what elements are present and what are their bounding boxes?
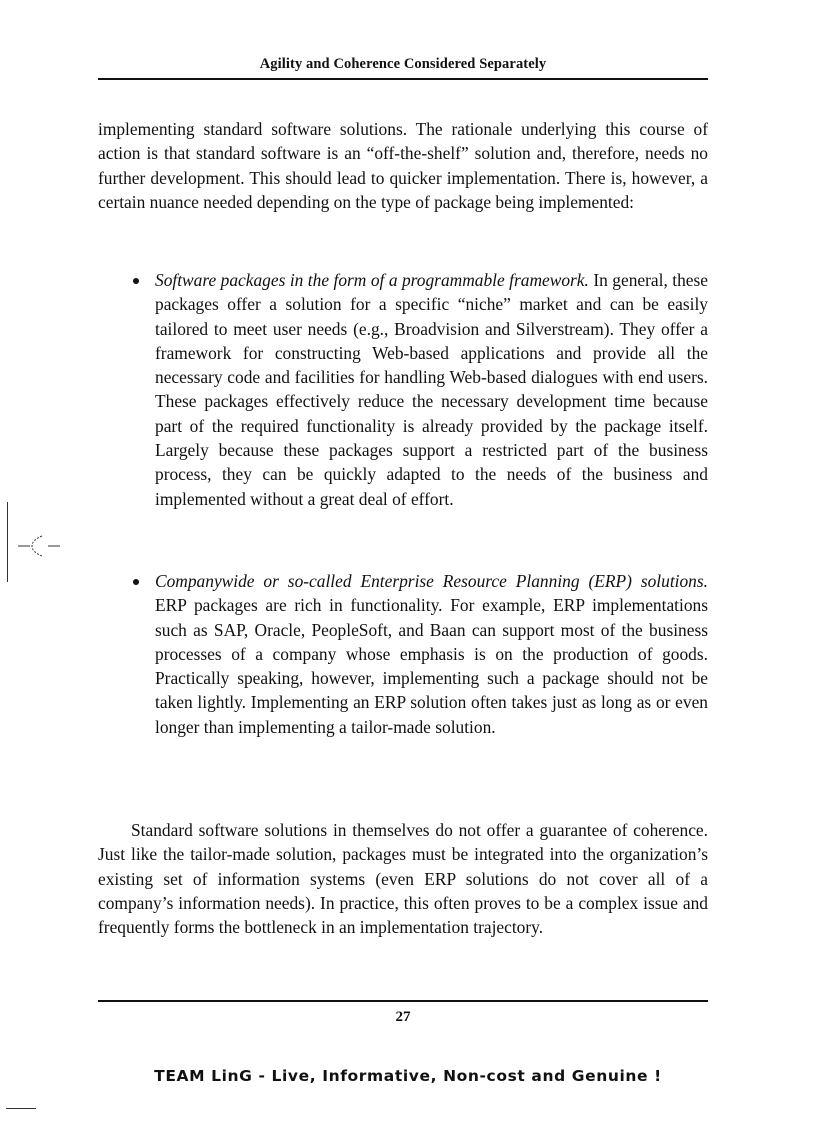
- watermark-text: TEAM LinG - Live, Informative, Non-cost and Genuine !: [154, 1067, 662, 1085]
- page-number: 27: [395, 1009, 411, 1025]
- bullet-lead: Companywide or so-called Enterprise Resource Planning (ERP) solutions.: [155, 571, 708, 591]
- crop-mark-icon: [18, 532, 64, 560]
- intro-paragraph: implementing standard software solutions. The rationale underlying this course of action is that standard software is an “off-the-shelf” solution and, therefore, needs no further development. This should lead to quicker implementation. There is, however, a certain nuance needed depending on the type of package being implemented:: [98, 119, 708, 212]
- header-rule: [98, 78, 708, 80]
- closing-paragraph: Standard software solutions in themselves do not offer a guarantee of coherence. Just like the tailor-made solution, packages must be integrated into the organization’s existing set of information systems (even ERP solutions do not cover all of a company’s information needs). In practice, this often proves to be a complex issue and frequently forms the bottleneck in an implementation trajectory.: [98, 820, 708, 938]
- bullet-text: ERP packages are rich in functionality. For example, ERP implementations such as SAP, Oracle, PeopleSoft, and Baan can support most of the business processes of a company whose emphasis is on the production of goods. Practically speaking, however, implementing such a package should not be taken lightly. Implementing an ERP solution often takes just as long as or even longer than implementing a tailor-made solution.: [155, 595, 708, 737]
- bullet-lead: Software packages in the form of a programmable framework.: [155, 270, 589, 290]
- crop-mark-bottom: [6, 1108, 36, 1109]
- running-head-title: Agility and Coherence Considered Separately: [259, 56, 547, 72]
- bullet-dot-icon: [133, 278, 139, 284]
- bullet-text: In general, these packages offer a solution for a specific “niche” market and can be easily tailored to meet user needs (e.g., Broadvision and Silverstream). They offer a framework for constructing Web-based applications and provide all the necessary code and facilities for handling Web-based dialogues with end users. These packages effectively reduce the necessary development time because part of the required functionality is already provided by the package itself. Largely because these packages support a restricted part of the business process, they can be quickly adapted to the needs of the business and implemented without a great deal of effort.: [155, 270, 708, 509]
- crop-mark-vertical: [7, 502, 8, 582]
- bullet-item-programmable-framework: [155, 268, 708, 511]
- bullet-item-erp: [155, 569, 708, 739]
- footer-rule: [98, 1000, 708, 1002]
- bullet-dot-icon: [133, 579, 139, 585]
